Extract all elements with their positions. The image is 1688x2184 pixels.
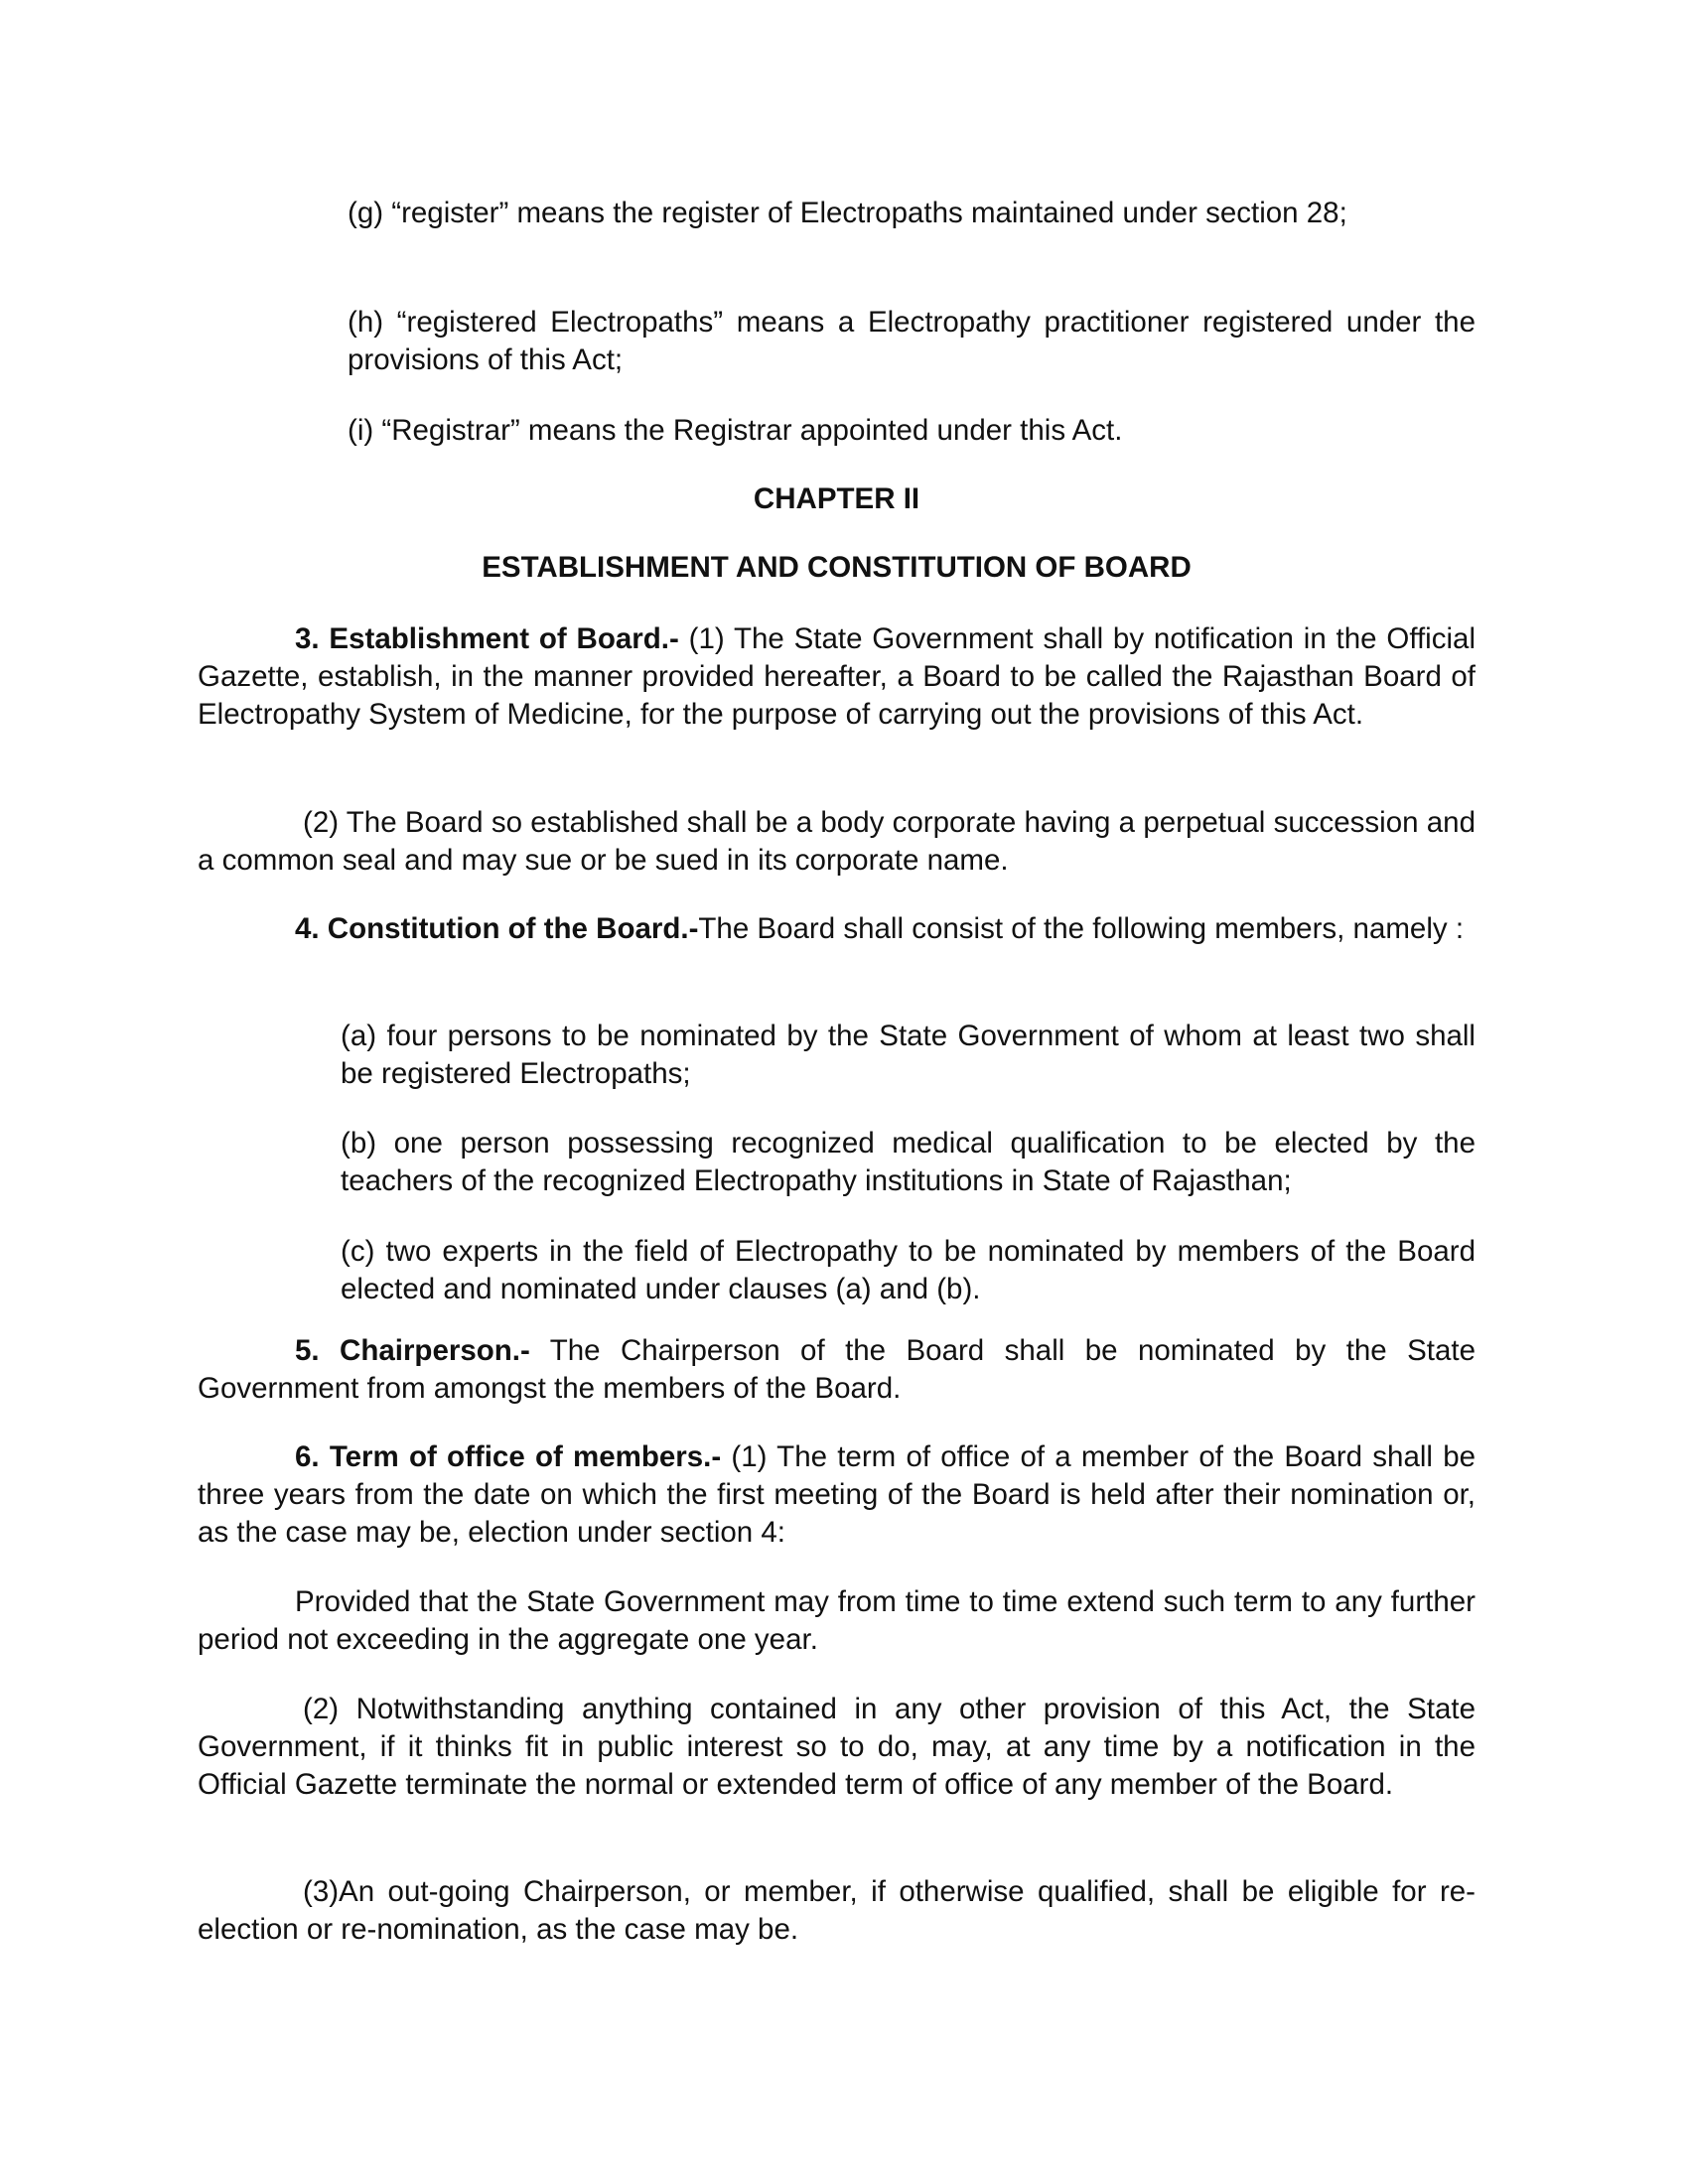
section-3-heading: 3. Establishment of Board.- bbox=[295, 622, 679, 655]
definition-g: (g) “register” means the register of Electropaths maintained under section 28; bbox=[348, 197, 1347, 229]
definition-h: (h) “registered Electropaths” means a Electropathy practitioner registered under the provisions of this Act; bbox=[348, 306, 1476, 376]
section-3-paragraph-2: (2) The Board so established shall be a body corporate having a perpetual succession and a common seal and may sue or be sued in its corporate name. bbox=[198, 806, 1476, 877]
section-5-heading: 5. Chairperson.- bbox=[295, 1334, 530, 1367]
section-6-proviso: Provided that the State Government may from time to time extend such term to any further period not exceeding in the aggregate one year. bbox=[198, 1585, 1476, 1656]
section-4-clause-c: (c) two experts in the field of Electropathy to be nominated by members of the Board elected and nominated under clauses (a) and (b). bbox=[341, 1235, 1476, 1305]
section-4-clause-b: (b) one person possessing recognized medical qualification to be elected by the teachers of the recognized Electropathy institutions in State of Rajasthan; bbox=[341, 1127, 1476, 1197]
section-4-clause-a: (a) four persons to be nominated by the State Government of whom at least two shall be registered Electropaths; bbox=[341, 1020, 1476, 1090]
section-6-paragraph-3: (3)An out-going Chairperson, or member, if otherwise qualified, shall be eligible for re-election or re-nomination, as the case may be. bbox=[198, 1875, 1476, 1946]
chapter-title: ESTABLISHMENT AND CONSTITUTION OF BOARD bbox=[482, 551, 1192, 584]
section-6-paragraph-2: (2) Notwithstanding anything contained in any other provision of this Act, the State Government, if it thinks fit in public interest so to do, may, at any time by a notification in the Official Gazette terminate the normal or extended term of office of any member of the Board. bbox=[198, 1693, 1476, 1801]
section-5-paragraph bbox=[198, 1332, 1476, 1408]
section-6-text: (1) The term of office of a member of the Board shall be three years from the date on which the first meeting of the Board is held after their nomination or, as the case may be, election under section 4: bbox=[198, 1440, 1477, 1549]
section-3-paragraph-1 bbox=[198, 620, 1476, 734]
section-4-text: The Board shall consist of the following members, namely : bbox=[698, 912, 1465, 945]
section-5-text: The Chairperson of the Board shall be nominated by the State Government from amongst the members of the Board. bbox=[198, 1334, 1477, 1405]
section-4-paragraph bbox=[198, 910, 1476, 948]
chapter-number: CHAPTER II bbox=[753, 482, 920, 515]
section-6-heading: 6. Term of office of members.- bbox=[295, 1440, 722, 1473]
section-3-text: (1) The State Government shall by notification in the Official Gazette, establish, in the manner provided hereafter, a Board to be called the Rajasthan Board of Electropathy System of Medicine, for the purpose of carrying out the provisions of this Act. bbox=[198, 622, 1476, 731]
section-6-paragraph-1 bbox=[198, 1438, 1476, 1552]
definition-i: (i) “Registrar” means the Registrar appointed under this Act. bbox=[348, 414, 1123, 447]
section-4-heading: 4. Constitution of the Board.- bbox=[295, 912, 699, 945]
